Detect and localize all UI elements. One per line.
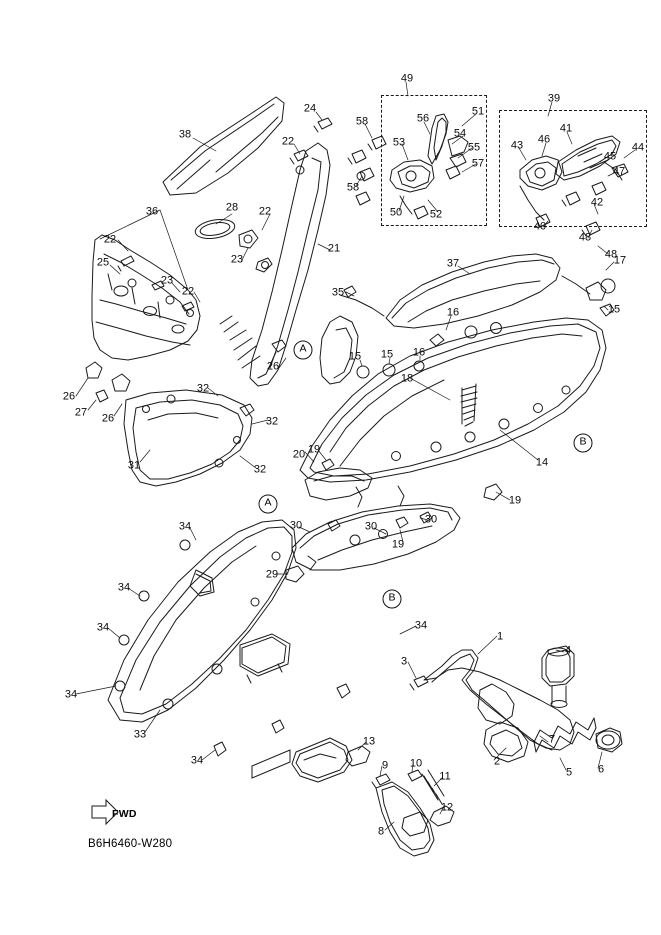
callout-number: 22	[281, 135, 295, 148]
callout-number: 17	[613, 254, 627, 267]
callout-number: 37	[446, 257, 460, 270]
callout-number: 39	[547, 92, 561, 105]
callout-number: 19	[391, 538, 405, 551]
callout-number: 19	[508, 494, 522, 507]
callout-number: 26	[266, 360, 280, 373]
callout-number: 51	[471, 105, 485, 118]
callout-number: 14	[535, 456, 549, 469]
callout-number: 1	[496, 630, 504, 643]
callout-number: 13	[362, 735, 376, 748]
callout-number: 30	[364, 520, 378, 533]
callout-number: 27	[74, 406, 88, 419]
callout-number: 42	[590, 196, 604, 209]
callout-number: 22	[103, 233, 117, 246]
callout-number: 26	[62, 390, 76, 403]
callout-number: 30	[289, 519, 303, 532]
callout-number: 10	[409, 757, 423, 770]
callout-number: 5	[565, 766, 573, 779]
callout-number: 55	[467, 141, 481, 154]
callout-number: 47	[612, 165, 626, 178]
callout-number: 34	[414, 619, 428, 632]
fwd-label: FWD	[112, 808, 137, 820]
callout-number: 15	[348, 350, 362, 363]
callout-number: 32	[253, 463, 267, 476]
callout-number: 50	[389, 206, 403, 219]
callout-number: 26	[101, 412, 115, 425]
callout-number: 58	[346, 181, 360, 194]
callout-number: 19	[307, 443, 321, 456]
callout-number: 34	[190, 754, 204, 767]
callout-number: 52	[429, 208, 443, 221]
callout-number: 34	[117, 581, 131, 594]
callout-number: 30	[424, 513, 438, 526]
callout-number: 57	[471, 157, 485, 170]
callout-number: 45	[603, 150, 617, 163]
callout-number: 35	[331, 286, 345, 299]
callout-number: 25	[96, 256, 110, 269]
callout-number: 49	[400, 72, 414, 85]
callout-number: 2	[493, 755, 501, 768]
callout-number: 34	[178, 520, 192, 533]
callout-number: 7	[548, 733, 556, 746]
callout-number: 23	[160, 274, 174, 287]
section-marker: A	[294, 341, 313, 360]
callout-number: 58	[355, 115, 369, 128]
callout-number: 34	[96, 621, 110, 634]
callout-number: 54	[453, 127, 467, 140]
callout-number: 36	[145, 205, 159, 218]
callout-number: 4	[564, 644, 572, 657]
section-marker: B	[574, 434, 593, 453]
callout-number: 46	[537, 133, 551, 146]
callout-number: 9	[381, 759, 389, 772]
callout-number: 41	[559, 122, 573, 135]
fwd-marker	[88, 800, 137, 828]
callout-number: 6	[597, 763, 605, 776]
callout-number: 56	[416, 112, 430, 125]
drawing-part-number: B6H6460-W280	[88, 838, 173, 850]
callout-number: 21	[327, 242, 341, 255]
callout-number: 44	[631, 141, 645, 154]
callout-number: 32	[196, 382, 210, 395]
callout-number: 28	[225, 201, 239, 214]
callout-number: 43	[510, 139, 524, 152]
callout-number: 15	[607, 303, 621, 316]
callout-number: 12	[440, 801, 454, 814]
callout-number: 23	[230, 253, 244, 266]
callout-number: 8	[377, 825, 385, 838]
callout-number: 34	[64, 688, 78, 701]
callout-number: 3	[400, 655, 408, 668]
callout-number: 18	[400, 372, 414, 385]
callout-number: 20	[292, 448, 306, 461]
callout-number: 16	[412, 346, 426, 359]
callout-number: 15	[380, 348, 394, 361]
callout-number: 29	[265, 568, 279, 581]
callout-number: 22	[181, 285, 195, 298]
callout-number: 40	[533, 220, 547, 233]
callout-number: 38	[178, 128, 192, 141]
callout-number: 31	[127, 459, 141, 472]
callout-number: 24	[303, 102, 317, 115]
callout-number: 32	[265, 415, 279, 428]
section-marker: A	[259, 495, 278, 514]
callout-number: 33	[133, 728, 147, 741]
callout-number: 48	[604, 248, 618, 261]
callout-number: 11	[439, 770, 451, 783]
section-marker: B	[383, 590, 402, 609]
callout-number: 48	[578, 231, 592, 244]
callout-number: 22	[258, 205, 272, 218]
callout-number: 16	[446, 306, 460, 319]
callout-number: 53	[392, 136, 406, 149]
